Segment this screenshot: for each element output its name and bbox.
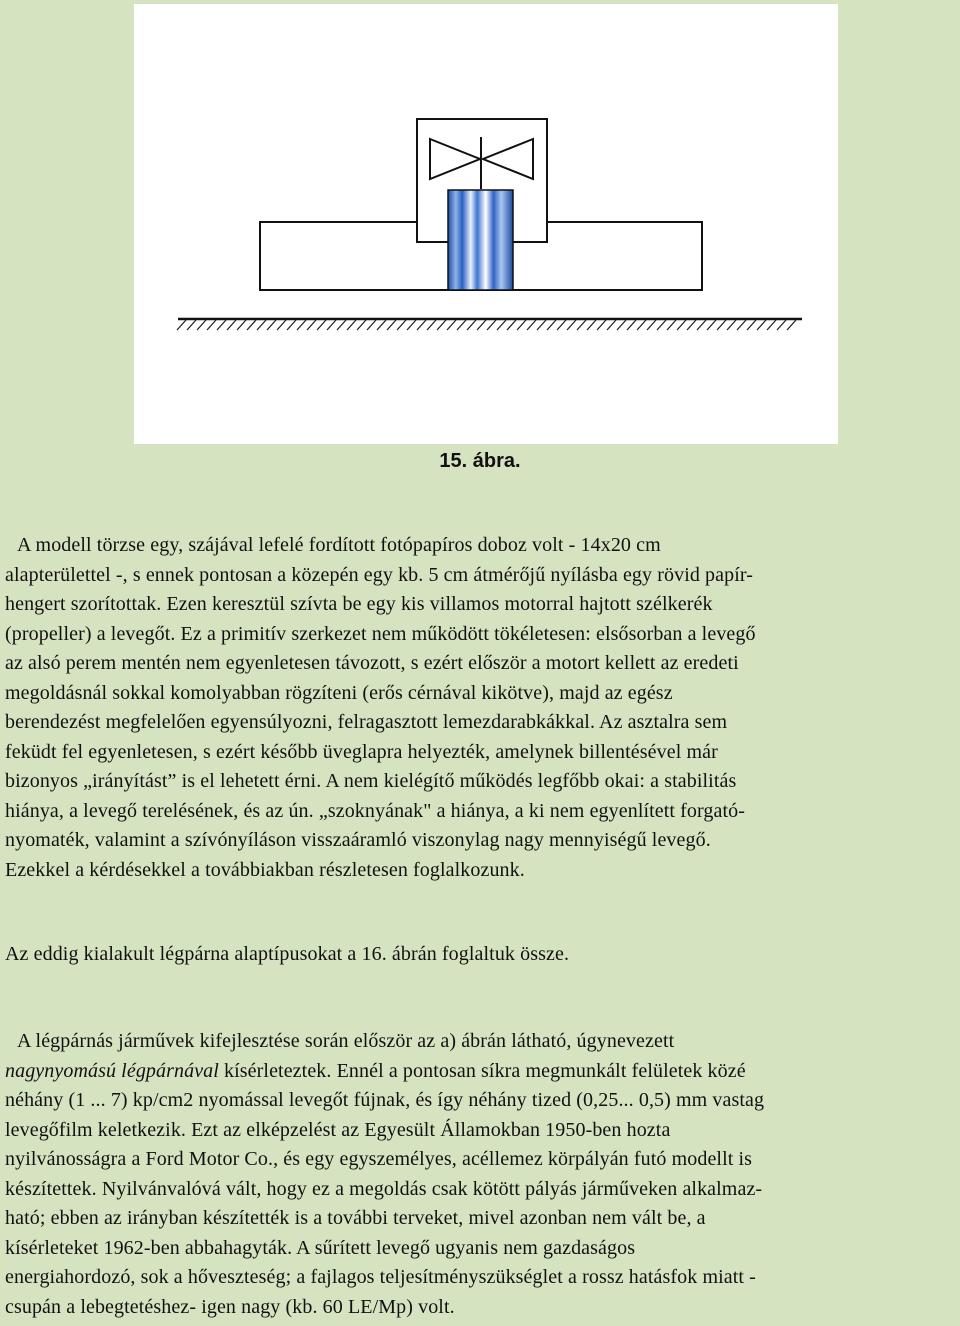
text-line: alapterülettel -, s ennek pontosan a közepén egy kb. 5 cm átmérőjű nyílásba egy rövid papír- bbox=[5, 563, 753, 586]
paragraph-model-description bbox=[5, 531, 957, 885]
text-line: A légpárnás járművek kifejlesztése során először az a) ábrán látható, úgynevezett bbox=[17, 1030, 675, 1052]
text-line: levegőfilm keletkezik. Ezt az elképzelést az Egyesült Államokban 1950-ben hozta bbox=[5, 1118, 671, 1141]
text-line: az alsó perem mentén nem egyenletesen távozott, s ezért először a motort kellett az eredeti bbox=[5, 652, 739, 674]
text-line: megoldásnál sokkal komolyabban rögzíteni (erős cérnával kikötve), majd az egész bbox=[5, 681, 673, 704]
text-line bbox=[5, 1057, 957, 1087]
text-line: készítettek. Nyilvánvalóvá vált, hogy ez a megoldás csak kötött pályás járműveken alkalmaz- bbox=[5, 1177, 763, 1200]
text-line: Ezekkel a kérdésekkel a továbbiakban részletesen foglalkozunk. bbox=[5, 858, 525, 881]
hovercraft-model-drawing bbox=[134, 4, 838, 444]
italic-term: nagynyomású légpárnával bbox=[5, 1059, 219, 1082]
ground-hatching bbox=[177, 320, 796, 330]
text-line: hiánya, a levegő terelésének, és az ún. „szoknyának" a hiánya, a ki nem egyenlített forgató- bbox=[5, 799, 746, 822]
text-line: néhány (1 ... 7) kp/cm2 nyomással levegőt fújnak, és így néhány tized (0,25... 0,5) mm vastag bbox=[5, 1089, 765, 1111]
text-line: hengert szorítottak. Ezen keresztül szívta be egy kis villamos motorral hajtott szélkerék bbox=[5, 593, 713, 615]
text-line: A modell törzse egy, szájával lefelé fordított fotópapíros doboz volt - 14x20 cm bbox=[17, 534, 661, 556]
text-line: nyilvánosságra a Ford Motor Co., és egy egyszemélyes, acéllemez körpályán futó modellt is bbox=[5, 1148, 753, 1170]
paragraph-summary bbox=[5, 940, 957, 970]
text-fragment: kísérleteztek. Ennél a pontosan síkra megmunkált felületek közé bbox=[218, 1059, 746, 1082]
text-line: feküdt fel egyenletesen, s ezért később üveglapra helyezték, amelynek billentésével már bbox=[5, 740, 718, 763]
text-line: nyomaték, valamint a szívónyíláson visszaáramló viszonylag nagy mennyiségű levegő. bbox=[5, 829, 711, 851]
paragraph-high-pressure bbox=[5, 1027, 957, 1322]
text-line: csupán a lebegtetéshez- igen nagy (kb. 60 LE/Mp) volt. bbox=[5, 1295, 455, 1318]
text-line: kísérleteket 1962-ben abbahagyták. A sűrített levegő ugyanis nem gazdaságos bbox=[5, 1236, 636, 1259]
text-line: berendezést megfelelően egyensúlyozni, felragasztott lemezdarabkákkal. Az asztalra sem bbox=[5, 711, 728, 733]
text-line: energiahordozó, sok a hőveszteség; a fajlagos teljesítményszükséglet a rossz hatásfok miatt - bbox=[5, 1266, 756, 1288]
text-line: (propeller) a levegőt. Ez a primitív szerkezet nem működött tökéletesen: elsősorban a levegő bbox=[5, 622, 756, 645]
figure-caption: 15. ábra. bbox=[439, 450, 521, 472]
figure-15-illustration bbox=[134, 4, 838, 444]
text-line: bizonyos „irányítást” is el lehetett érni. A nem kielégítő működés legfőbb okai: a stabilitás bbox=[5, 770, 737, 792]
text-line: Az eddig kialakult légpárna alaptípusokat a 16. ábrán foglaltuk össze. bbox=[5, 943, 570, 965]
paper-cylinder bbox=[448, 190, 513, 290]
text-line: ható; ebben az irányban készítették is a további terveket, mivel azonban nem vált be, a bbox=[5, 1207, 706, 1229]
